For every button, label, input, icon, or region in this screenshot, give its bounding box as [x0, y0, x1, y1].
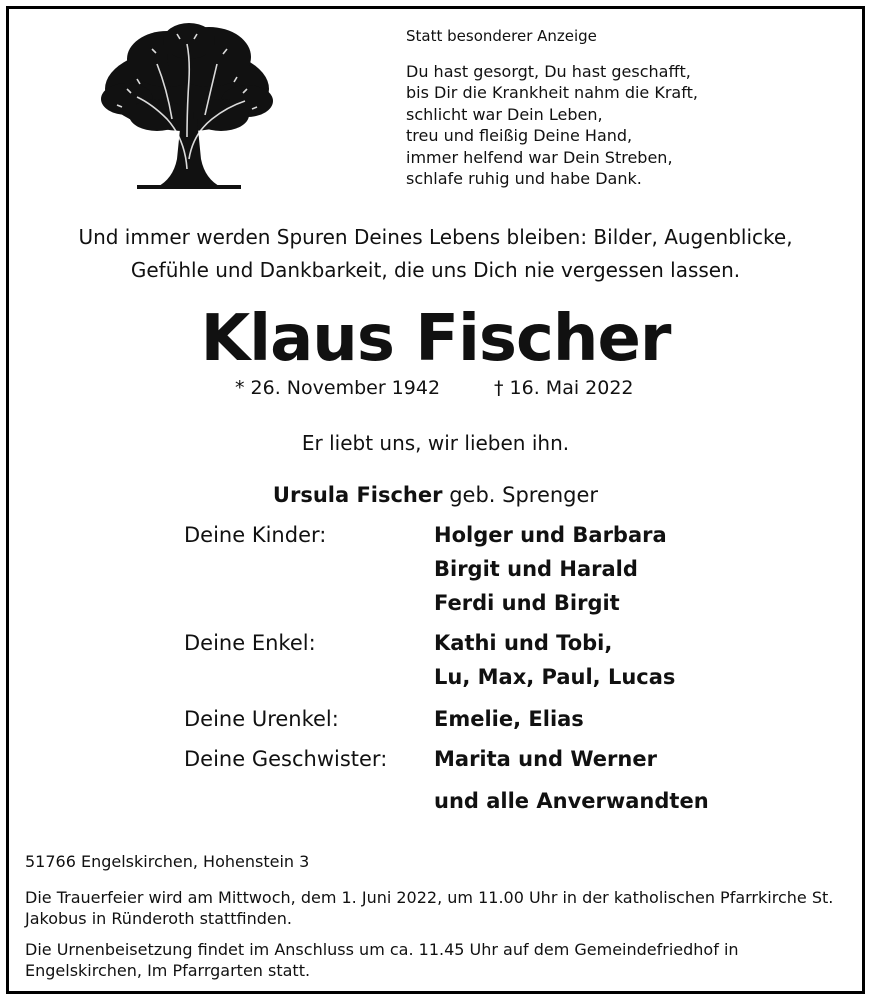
quote — [9, 221, 862, 287]
sibling-name: Marita und Werner — [434, 747, 657, 771]
poem-line: bis Dir die Krankheit nahm die Kraft, — [406, 83, 698, 103]
child-name: Ferdi und Birgit — [434, 591, 620, 615]
burial-notice: Die Urnenbeisetzung findet im Anschluss um ca. 11.45 Uhr auf dem Gemeindefriedhof in Engelskirchen, Im Pfarrgarten statt. — [25, 940, 739, 980]
quote-line: Gefühle und Dankbarkeit, die uns Dich nie vergessen lassen. — [130, 258, 741, 282]
child-name: Holger und Barbara — [434, 523, 667, 547]
birth-date: * 26. November 1942 — [235, 377, 441, 399]
relatives-closing: und alle Anverwandten — [434, 789, 709, 813]
deceased-name: Klaus Fischer — [200, 302, 671, 376]
obituary-notice — [6, 6, 865, 994]
poem — [406, 61, 698, 189]
grandchild-name: Kathi und Tobi, — [434, 631, 613, 655]
quote-line: Und immer werden Spuren Deines Lebens bleiben: Bilder, Augenblicke, — [78, 225, 793, 249]
death-date: † 16. Mai 2022 — [494, 377, 634, 399]
tree-icon — [97, 19, 277, 199]
address: 51766 Engelskirchen, Hohenstein 3 — [25, 852, 310, 871]
widow-maiden-name: geb. Sprenger — [449, 483, 599, 507]
siblings-label: Deine Geschwister: — [184, 747, 388, 771]
grandchildren-label: Deine Enkel: — [184, 631, 316, 655]
service-notice: Die Trauerfeier wird am Mittwoch, dem 1. Juni 2022, um 11.00 Uhr in der katholischen Pfarrkirche St. Jakobus in Ründeroth stattfinden. — [25, 888, 834, 928]
widow-line — [9, 483, 862, 507]
grandchild-name: Lu, Max, Paul, Lucas — [434, 665, 676, 689]
great-grandchild-name: Emelie, Elias — [434, 707, 584, 731]
poem-line: immer helfend war Dein Streben, — [406, 147, 673, 167]
poem-line: treu und fleißig Deine Hand, — [406, 126, 633, 146]
child-name: Birgit und Harald — [434, 557, 638, 581]
motto: Er liebt uns, wir lieben ihn. — [301, 431, 570, 455]
header-notice: Statt besonderer Anzeige — [406, 27, 597, 45]
poem-line: schlafe ruhig und habe Dank. — [406, 169, 642, 189]
poem-line: Du hast gesorgt, Du hast geschafft, — [406, 62, 691, 81]
poem-line: schlicht war Dein Leben, — [406, 104, 603, 124]
widow-name: Ursula Fischer — [272, 483, 443, 507]
great-grandchildren-label: Deine Urenkel: — [184, 707, 339, 731]
children-label: Deine Kinder: — [184, 523, 327, 547]
